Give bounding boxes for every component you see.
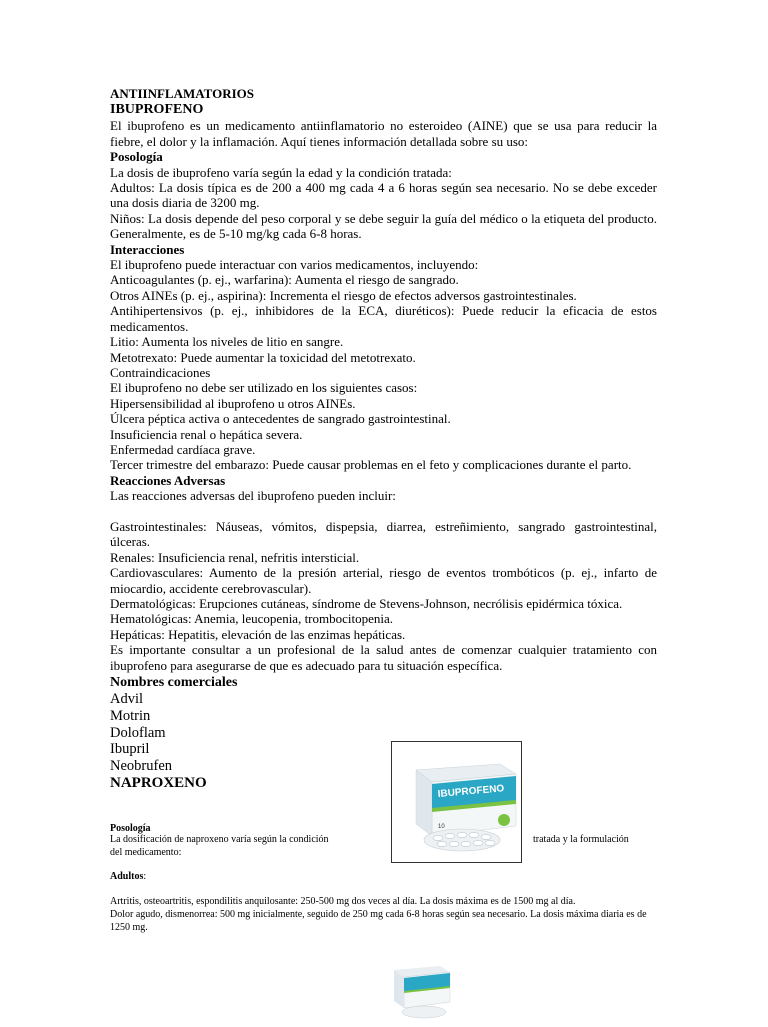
contra-text: El ibuprofeno no debe ser utilizado en los siguientes casos: [110,380,418,396]
box-side-face [416,770,432,836]
pill [461,841,471,846]
pill [449,841,459,846]
reac-item: Hepáticas: Hepatitis, elevación de las enzimas hepáticas. [110,626,406,642]
brand-name: Ibupril [110,741,150,758]
nap-adultos-heading: Adultos [110,871,144,882]
nap-adultos-item: Dolor agudo, dismenorrea: 500 mg inicialmente, seguido de 250 mg cada 6-8 horas según sea necesario. La dosis máxima diaria es de 1250 mg. [110,909,647,933]
inter-text: El ibuprofeno puede interactuar con varios medicamentos, incluyendo: [110,257,479,273]
inter-item: Anticoagulantes (p. ej., warfarina): Aumenta el riesgo de sangrado. [110,272,459,288]
nap-posologia-text-cont: del medicamento: [110,847,182,858]
blister-pack [402,1006,446,1018]
spacer [110,504,657,519]
ibuprofeno-box-illustration [392,742,521,862]
nap-posologia-text-right: tratada y la formulación [533,834,629,845]
contra-item: Úlcera péptica activa o antecedentes de sangrado gastrointestinal. [110,411,451,427]
brand-name: Motrin [110,707,151,724]
pill [433,835,443,840]
section-naproxeno: NAPROXENO [110,775,207,791]
inter-item: Metotrexato: Puede aumentar la toxicidad del metotrexato. [110,349,416,365]
pill [473,840,483,845]
contra-item: Hipersensibilidad al ibuprofeno u otros AINEs. [110,395,356,411]
section-ibuprofeno: IBUPROFENO [110,102,204,118]
nap-adultos-colon: : [143,871,147,882]
interacciones-heading: Interacciones [110,241,185,257]
inter-item: Antihipertensivos (p. ej., inhibidores de la ECA, diuréticos): Puede reducir la eficacia de estos medicamentos. [110,303,657,334]
reac-item: Dermatológicas: Erupciones cutáneas, síndrome de Stevens-Johnson, necrólisis epidérmica tóxica. [110,595,623,611]
box-logo-icon [498,814,510,826]
contra-item: Insuficiencia renal o hepática severa. [110,426,303,442]
nap-adultos-line [110,870,146,883]
nap-adultos-item: Artritis, osteoartritis, espondilitis anquilosante: 250-500 mg dos veces al día. La dosis máxima es de 1500 mg al día. [110,896,576,907]
pill [445,833,455,838]
contra-item: Enfermedad cardíaca grave. [110,441,256,457]
reac-item: Cardiovasculares: Aumento de la presión arterial, riesgo de eventos trombóticos (p. ej., infarto de miocardio, accidente cerebrovascular). [110,565,657,596]
reacciones-heading: Reacciones Adversas [110,472,226,488]
brand-name: Neobrufen [110,758,173,775]
pill [469,832,479,837]
pill [481,834,491,839]
inter-item: Litio: Aumenta los niveles de litio en sangre. [110,334,344,350]
ibuprofeno-box-illustration-small [388,956,454,1022]
pill [437,841,447,846]
document-body [110,86,657,792]
contra-heading: Contraindicaciones [110,364,211,380]
nap-adultos-block [110,895,658,934]
contra-item: Tercer trimestre del embarazo: Puede causar problemas en el feto y complicaciones durante el parto. [110,457,632,473]
box-count-text: 10 [438,824,445,830]
box-label-text: IBUPROFENO [437,783,505,800]
doc-title: ANTIINFLAMATORIOS [110,86,254,101]
inter-item: Otros AINEs (p. ej., aspirina): Incrementa el riesgo de efectos adversos gastrointestinales. [110,287,577,303]
reac-item: Renales: Insuficiencia renal, nefritis intersticial. [110,549,360,565]
nombres-heading: Nombres comerciales [110,675,238,691]
brand-name: Advil [110,691,144,708]
reac-closing: Es importante consultar a un profesional de la salud antes de comenzar cualquier tratamiento con ibuprofeno para asegurarse de que es adecuado para tu situación específica. [110,642,657,673]
ibuprofeno-box-image-small [388,956,454,1022]
pill [485,840,495,845]
brand-name: Doloflam [110,724,166,741]
posologia-text: La dosis de ibuprofeno varía según la edad y la condición tratada: [110,164,452,180]
reac-item: Gastrointestinales: Náuseas, vómitos, dispepsia, diarrea, estreñimiento, sangrado gastrointestinal, úlceras. [110,518,657,550]
intro-text: El ibuprofeno es un medicamento antiinflamatorio no esteroideo (AINE) que se usa para reducir la fiebre, el dolor y la inflamación. Aquí tienes información detallada sobre su uso: [110,118,657,149]
posologia-heading: Posología [110,149,163,165]
nap-posologia-text-left: La dosificación de naproxeno varía según la condición [110,834,329,845]
reac-text: Las reacciones adversas del ibuprofeno pueden incluir: [110,488,396,504]
posologia-ninos: Niños: La dosis depende del peso corporal y se debe seguir la guía del médico o la etiqueta del producto. Generalmente, es de 5-10 mg/kg cada 6-8 horas. [110,210,657,242]
reac-item: Hematológicas: Anemia, leucopenia, trombocitopenia. [110,611,394,627]
posologia-adultos: Adultos: La dosis típica es de 200 a 400 mg cada 4 a 6 horas según sea necesario. No se debe exceder una dosis diaria de 3200 mg. [110,180,657,211]
ibuprofeno-box-image [391,741,522,863]
nap-posologia-heading: Posología [110,823,151,834]
pill [457,832,467,837]
